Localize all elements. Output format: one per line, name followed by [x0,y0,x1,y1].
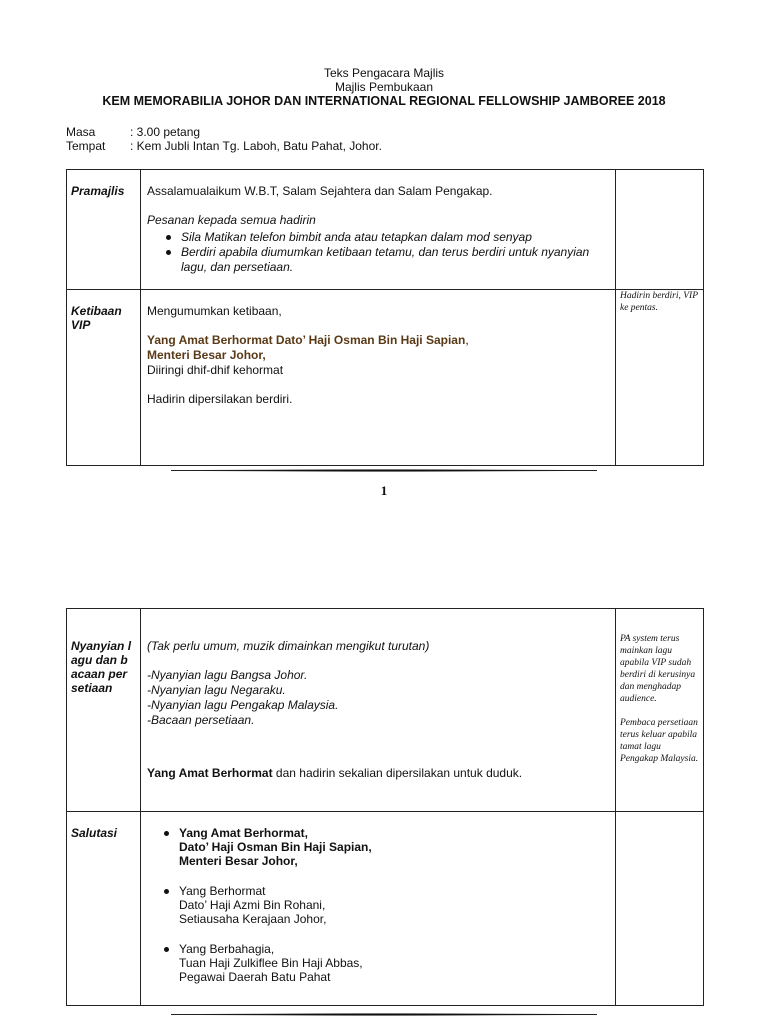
list-item: Berdiri apabila diumumkan ketibaan tetamu, dan terus berdiri untuk nyanyian lagu, dan persetiaan. [181,245,611,275]
escort-text: Diiringi dhif-dhif kehormat [147,363,284,377]
bullet-icon [164,947,169,952]
doc-title: KEM MEMORABILIA JOHOR DAN INTERNATIONAL REGIONAL FELLOWSHIP JAMBOREE 2018 [102,94,666,108]
sit-invite-rest: dan hadirin sekalian dipersilakan untuk duduk. [272,766,523,780]
doc-heading-line2: Majlis Pembukaan [334,80,434,94]
ketibaan-content [141,290,615,407]
reader-note: Pembaca persetiaan terus keluar apabila tamat lagu Pengakap Malaysia. [620,718,699,764]
row-label-cell [67,812,141,1006]
row-label-cell [67,290,141,466]
row-label-salutasi: Salutasi [71,826,118,840]
row-note-cell [616,170,704,290]
row-content-cell [141,609,616,812]
bullet-icon [164,831,169,836]
row-note-cell [616,609,704,812]
list-item: -Nyanyian lagu Negaraku. [147,683,286,697]
row-label-cell [67,609,141,812]
tempat-value: : Kem Jubli Intan Tg. Laboh, Batu Pahat, Johor. [130,139,382,153]
row-label-pramajlis: Pramajlis [71,184,125,198]
page-separator [171,470,597,471]
program-table-page2 [66,608,704,1006]
anthem-list [147,668,611,728]
row-note-cell [616,812,704,1006]
music-instruction: (Tak perlu umum, muzik dimainkan mengikut turutan) [147,639,430,653]
table-row-ketibaan-vip [67,290,704,466]
row-content-cell [141,290,616,466]
row-label-cell [67,170,141,290]
masa-label: Masa [66,125,96,139]
row-label-ketibaan-vip: Ketibaan VIP [71,304,122,332]
list-item: -Nyanyian lagu Pengakap Malaysia. [147,698,339,712]
list-item: Yang Amat Berhormat, Dato’ Haji Osman Bin Haji Sapian, Menteri Besar Johor, [179,826,615,868]
notice-list [147,230,611,275]
doc-heading-line1: Teks Pengacara Majlis [323,66,445,80]
pramajlis-content [141,170,615,275]
table-row-salutasi [67,812,704,1006]
notice-heading: Pesanan kepada semua hadirin [147,213,316,227]
list-item: -Bacaan persetiaan. [147,713,255,727]
vip-title: Menteri Besar Johor, [147,348,266,362]
table-row-nyanyian [67,609,704,812]
sit-invite-vip: Yang Amat Berhormat [147,766,273,780]
page-separator [171,1014,597,1015]
page-number: 1 [380,483,388,498]
vip-name-line: Yang Amat Berhormat Dato’ Haji Osman Bin Haji Sapian, [147,333,469,347]
list-item: Yang Berhormat Dato’ Haji Azmi Bin Rohani, Setiausaha Kerajaan Johor, [179,884,615,926]
bullet-icon [166,235,171,240]
bullet-icon [164,889,169,894]
nyanyian-content [141,609,615,781]
vip-name: Yang Amat Berhormat Dato’ Haji Osman Bin Haji Sapian [147,333,466,347]
list-item: Sila Matikan telefon bimbit anda atau tetapkan dalam mod senyap [181,230,611,245]
announce-intro: Mengumumkan ketibaan, [147,304,282,318]
list-item: Yang Berbahagia, Tuan Haji Zulkiflee Bin Haji Abbas, Pegawai Daerah Batu Pahat [179,942,615,984]
tempat-label: Tempat [66,139,106,153]
table-row-pramajlis [67,170,704,290]
pa-system-note: PA system terus mainkan lagu apabila VIP sudah berdiri di kerusinya dan menghadap audience. [620,634,696,704]
row-content-cell [141,170,616,290]
salutation-list [141,826,615,984]
masa-value: : 3.00 petang [130,125,201,139]
row-note-cell [616,290,704,466]
stand-invite-text: Hadirin dipersilakan berdiri. [147,392,293,406]
bullet-icon [166,250,171,255]
greeting-text: Assalamualaikum W.B.T, Salam Sejahtera dan Salam Pengakap. [147,184,493,198]
row-label-nyanyian: Nyanyian lagu dan bacaan persetiaan [71,639,132,695]
program-table-page1 [66,169,704,466]
sit-invite-line [147,766,611,781]
list-item: -Nyanyian lagu Bangsa Johor. [147,668,308,682]
stage-note: Hadirin berdiri, VIP ke pentas. [620,291,698,313]
row-content-cell [141,812,616,1006]
